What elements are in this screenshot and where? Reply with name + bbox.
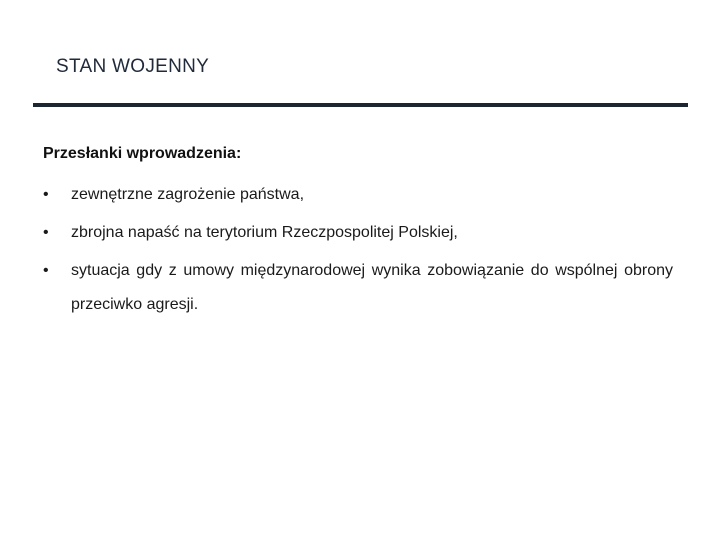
bullet-text: zbrojna napaść na terytorium Rzeczpospolitej Polskiej, bbox=[71, 224, 458, 241]
bullet-item bbox=[43, 216, 673, 250]
slide-title: STAN WOJENNY bbox=[56, 56, 210, 77]
bullet-icon: • bbox=[43, 224, 49, 241]
bullet-icon: • bbox=[43, 186, 49, 203]
bullet-text: zewnętrzne zagrożenie państwa, bbox=[71, 186, 305, 203]
section-heading: Przesłanki wprowadzenia: bbox=[43, 145, 242, 162]
bullet-item bbox=[43, 178, 673, 212]
bullet-text: sytuacja gdy z umowy międzynarodowej wynika zobowiązanie do wspólnej obrony przeciwko agresji. bbox=[71, 262, 673, 313]
bullet-list bbox=[43, 178, 673, 326]
bullet-item bbox=[43, 254, 673, 322]
bullet-icon: • bbox=[43, 262, 49, 279]
title-divider bbox=[33, 103, 688, 107]
